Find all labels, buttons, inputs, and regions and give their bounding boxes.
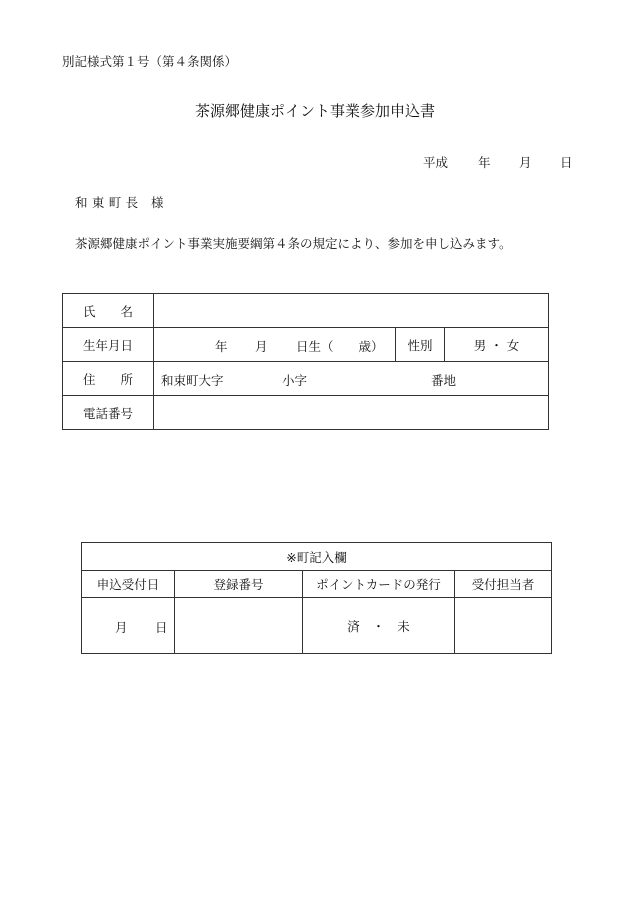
- name-row: [63, 294, 549, 328]
- office-use-table: [81, 542, 552, 654]
- received-day-label: 日: [155, 620, 168, 635]
- birth-month-label: 月: [255, 339, 268, 354]
- body-text: 茶源郷健康ポイント事業実施要綱第４条の規定により、参加を申し込みます。: [75, 236, 512, 251]
- address-field[interactable]: [154, 362, 549, 396]
- registration-number-field[interactable]: [175, 598, 303, 654]
- name-label: 氏 名: [63, 294, 154, 328]
- column-staff: 受付担当者: [455, 571, 552, 598]
- sex-options[interactable]: 男 ・ 女: [445, 328, 549, 362]
- birthdate-row: [63, 328, 549, 362]
- document-title: 茶源郷健康ポイント事業参加申込書: [194, 102, 435, 120]
- address-row: [63, 362, 549, 396]
- office-values-row: [82, 598, 552, 654]
- addressee: 和 東 町 長 様: [75, 195, 164, 210]
- birth-day-age-label: 日生（ 歳）: [296, 339, 384, 354]
- phone-row: [63, 396, 549, 430]
- sex-label: 性別: [396, 328, 445, 362]
- form-number: 別記様式第１号（第４条関係）: [62, 54, 238, 69]
- staff-field[interactable]: [455, 598, 552, 654]
- received-month-label: 月: [115, 620, 128, 635]
- address-koaza-label: 小字: [282, 373, 308, 388]
- date-month: 月: [519, 155, 532, 170]
- birthdate-field[interactable]: [154, 328, 396, 362]
- phone-label: 電話番号: [63, 396, 154, 430]
- date-day: 日: [560, 155, 573, 170]
- phone-field[interactable]: [154, 396, 549, 430]
- name-field[interactable]: [154, 294, 549, 328]
- date-year: 年: [478, 155, 491, 170]
- birthdate-label: 生年月日: [63, 328, 154, 362]
- address-label: 住 所: [63, 362, 154, 396]
- column-received-date: 申込受付日: [82, 571, 175, 598]
- office-header: ※町記入欄: [82, 543, 552, 571]
- column-registration-number: 登録番号: [175, 571, 303, 598]
- column-card-issued: ポイントカードの発行: [303, 571, 455, 598]
- address-banchi-label: 番地: [431, 373, 457, 388]
- birth-year-label: 年: [215, 339, 228, 354]
- office-columns-row: [82, 571, 552, 598]
- office-header-row: [82, 543, 552, 571]
- date-era: 平成: [423, 155, 449, 170]
- applicant-table: [62, 293, 549, 430]
- received-date-field[interactable]: [82, 598, 175, 654]
- card-status[interactable]: 済 ・ 未: [303, 598, 455, 654]
- address-town-label: 和束町大字: [161, 373, 224, 388]
